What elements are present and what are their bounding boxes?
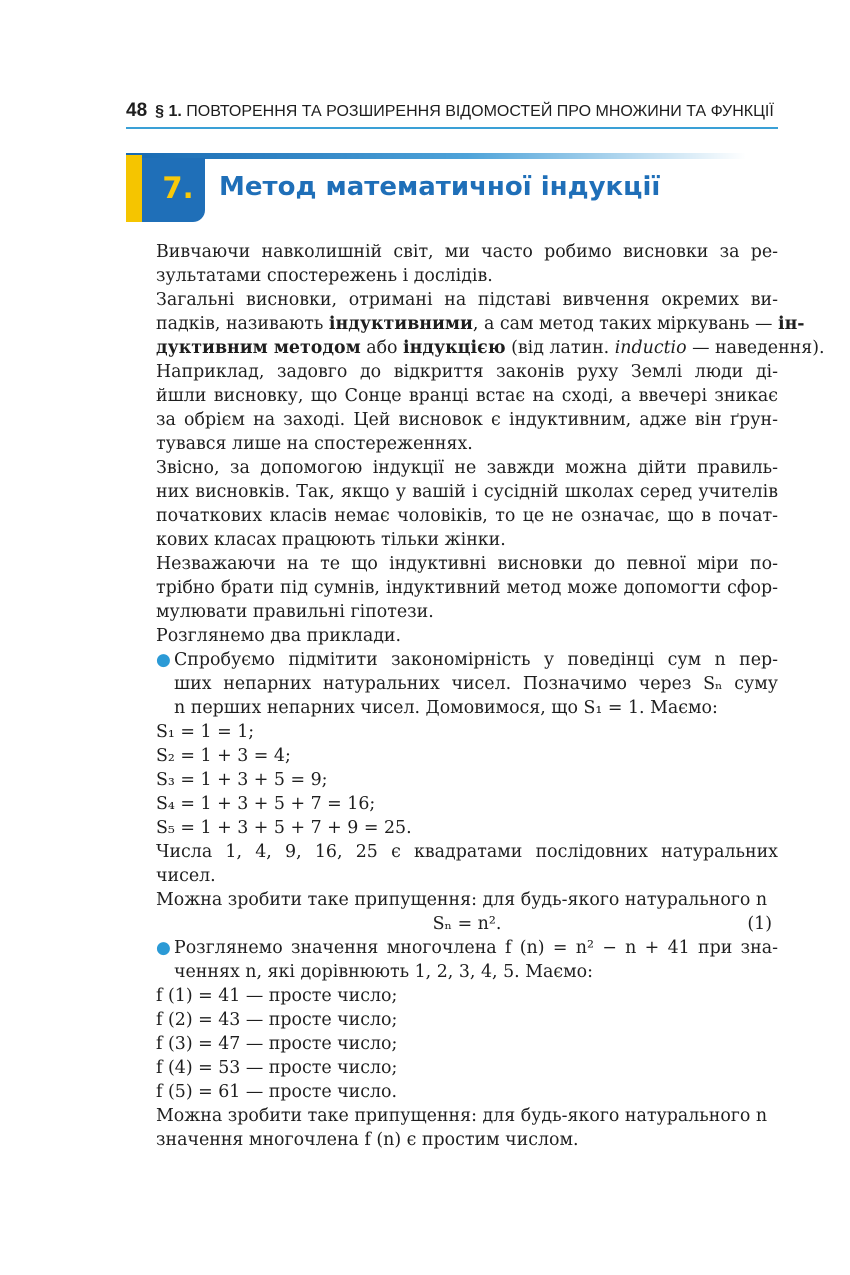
header-rule bbox=[126, 127, 778, 129]
term-inductive-method: дуктивним методом bbox=[156, 338, 361, 358]
page-number: 48 bbox=[126, 100, 148, 121]
equation-line bbox=[156, 912, 778, 936]
text-line: мулювати правильні гіпотези. bbox=[156, 602, 434, 622]
text-line: йшли висновку, що Сонце вранці встає на сході, а ввечері зникає bbox=[156, 386, 778, 406]
text-line: Можна зробити таке припущення: для будь-якого натурального n bbox=[156, 1106, 768, 1126]
text-line: дуктивним методом або індукцією (від латин. inductio — наведення). bbox=[156, 338, 825, 358]
text-line: Незважаючи на те що індуктивні висновки до певної міри по- bbox=[156, 554, 778, 574]
text-line: Звісно, за допомогою індукції не завжди можна дійти правиль- bbox=[156, 458, 778, 478]
section-ref: § 1. bbox=[155, 103, 182, 120]
bullet-item: ● Спробуємо підмітити закономірність у поведінці сум n пер- bbox=[156, 650, 778, 670]
text-line: Розглянемо два приклади. bbox=[156, 626, 402, 646]
bullet-icon: ● bbox=[156, 938, 171, 958]
text-line: початкових класів немає чоловіків, то це не означає, що в почат- bbox=[156, 506, 778, 526]
formula-line: S₄ = 1 + 3 + 5 + 7 = 16; bbox=[156, 794, 376, 814]
text-line: падків, називають індуктивними, а сам метод таких міркувань — ін- bbox=[156, 314, 805, 334]
formula-line: f (5) = 61 — просте число. bbox=[156, 1082, 398, 1102]
text-line: чисел. bbox=[156, 866, 216, 886]
term-induction: індукцією bbox=[403, 338, 506, 358]
text-line: за обрієм на заході. Цей висновок є індуктивним, адже він ґрун- bbox=[156, 410, 778, 430]
formula-line: f (4) = 53 — просте число; bbox=[156, 1058, 398, 1078]
equation: Sₙ = n². bbox=[432, 914, 502, 934]
text-line: зультатами спостережень і дослідів. bbox=[156, 266, 493, 286]
bullet-item-continued: ших непарних натуральних чисел. Позначимо через Sₙ суму bbox=[174, 674, 778, 694]
chapter-title: ПОВТОРЕННЯ ТА РОЗШИРЕННЯ ВІДОМОСТЕЙ ПРО МНОЖИНИ ТА ФУНКЦІЇ bbox=[186, 103, 774, 120]
text-line: Загальні висновки, отримані на підставі вивчення окремих ви- bbox=[156, 290, 778, 310]
text-line: трібно брати під сумнів, індуктивний метод може допомогти сфор- bbox=[156, 578, 778, 598]
text-line: Числа 1, 4, 9, 16, 25 є квадратами послідовних натуральних bbox=[156, 842, 778, 862]
latin-term: inductio bbox=[614, 338, 687, 358]
section-banner-bar bbox=[126, 153, 746, 159]
bullet-item: ● Розглянемо значення многочлена f (n) = n² − n + 41 при зна- bbox=[156, 938, 778, 958]
text-line: кових класах працюють тільки жінки. bbox=[156, 530, 506, 550]
formula-line: S₂ = 1 + 3 = 4; bbox=[156, 746, 291, 766]
section-number: 7. bbox=[162, 171, 194, 205]
running-head bbox=[126, 100, 778, 122]
bullet-icon: ● bbox=[156, 650, 171, 670]
text-line: них висновків. Так, якщо у вашій і сусідній школах серед учителів bbox=[156, 482, 778, 502]
formula-line: S₅ = 1 + 3 + 5 + 7 + 9 = 25. bbox=[156, 818, 412, 838]
text-line: Вивчаючи навколишній світ, ми часто робимо висновки за ре- bbox=[156, 242, 778, 262]
bullet-item-continued: n перших непарних чисел. Домовимося, що S₁ = 1. Маємо: bbox=[174, 698, 718, 718]
section-banner-accent bbox=[126, 155, 142, 222]
formula-line: f (3) = 47 — просте число; bbox=[156, 1034, 398, 1054]
text-line: Можна зробити таке припущення: для будь-якого натурального n bbox=[156, 890, 768, 910]
text-line: Наприклад, задовго до відкриття законів руху Землі люди ді- bbox=[156, 362, 778, 382]
formula-line: S₁ = 1 = 1; bbox=[156, 722, 255, 742]
text-line: тувався лише на спостереженнях. bbox=[156, 434, 473, 454]
equation-number: (1) bbox=[747, 914, 772, 934]
formula-line: S₃ = 1 + 3 + 5 = 9; bbox=[156, 770, 328, 790]
formula-line: f (2) = 43 — просте число; bbox=[156, 1010, 398, 1030]
body-text bbox=[156, 240, 825, 1152]
section-title: Метод математичної індукції bbox=[219, 172, 661, 202]
formula-line: f (1) = 41 — просте число; bbox=[156, 986, 398, 1006]
term-inductive: індуктивними bbox=[328, 314, 473, 334]
text-line: значення многочлена f (n) є простим числом. bbox=[156, 1130, 579, 1150]
bullet-item-continued: ченнях n, які дорівнюють 1, 2, 3, 4, 5. Маємо: bbox=[174, 962, 593, 982]
